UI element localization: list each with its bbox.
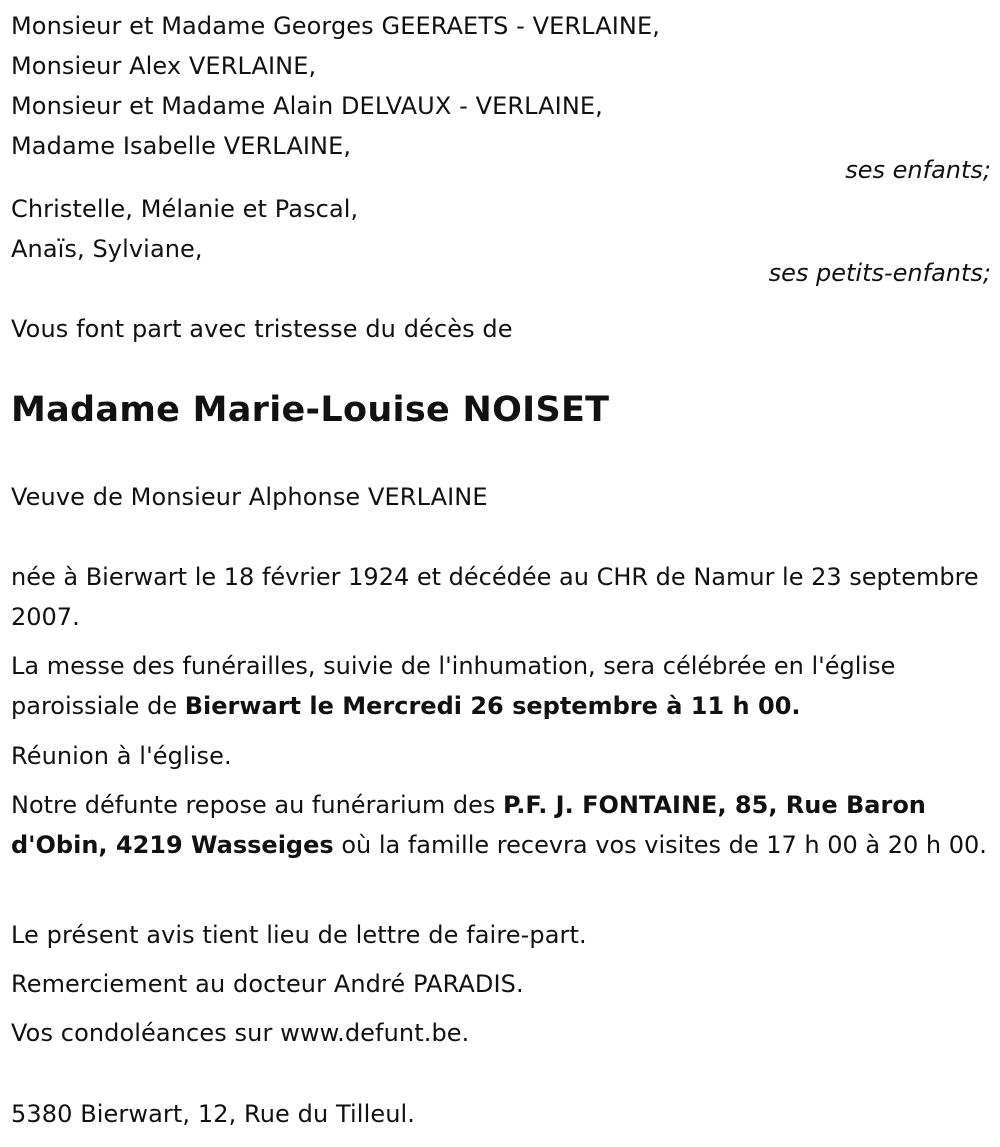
rest-text-before: Notre défunte repose au funérarium des <box>11 791 504 819</box>
grandchild-line-1: Christelle, Mélanie et Pascal, <box>11 195 359 223</box>
condolences-text: Vos condoléances sur www.defunt.be. <box>11 1019 470 1047</box>
child-line-1: Monsieur et Madame Georges GEERAETS - VERLAINE, <box>11 12 660 40</box>
meeting-text: Réunion à l'église. <box>11 742 232 770</box>
rest-text-after: où la famille recevra vos visites de 17 h 00 à 20 h 00. <box>333 831 987 859</box>
funeral-date-bold: Bierwart le Mercredi 26 septembre à 11 h 00. <box>184 692 801 720</box>
funeral-home-bold: P.F. J. FONTAINE, 85, Rue Baron d'Obin, 4219 Wasseiges <box>11 791 926 859</box>
notice-text: Le présent avis tient lieu de lettre de faire-part. <box>11 921 587 949</box>
widow-of-text: Veuve de Monsieur Alphonse VERLAINE <box>11 483 488 511</box>
grandchild-line-2: Anaïs, Sylviane, <box>11 235 203 263</box>
child-line-2: Monsieur Alex VERLAINE, <box>11 52 317 80</box>
obituary-notice <box>11 0 991 1147</box>
child-line-3: Monsieur et Madame Alain DELVAUX - VERLAINE, <box>11 92 603 120</box>
announcement-text: Vous font part avec tristesse du décès de <box>11 315 513 343</box>
grandchildren-label: ses petits-enfants; <box>768 259 991 287</box>
child-line-4: Madame Isabelle VERLAINE, <box>11 132 352 160</box>
funeral-paragraph <box>11 646 991 726</box>
children-label: ses enfants; <box>845 156 991 184</box>
address-text: 5380 Bierwart, 12, Rue du Tilleul. <box>11 1100 416 1128</box>
funeral-text: La messe des funérailles, suivie de l'inhumation, sera célébrée en l'église paroissiale de <box>11 652 896 720</box>
deceased-name: Madame Marie-Louise NOISET <box>11 390 610 430</box>
rest-paragraph <box>11 785 991 865</box>
birth-death-paragraph: née à Bierwart le 18 février 1924 et décédée au CHR de Namur le 23 septembre 2007. <box>11 563 979 631</box>
thanks-text: Remerciement au docteur André PARADIS. <box>11 970 524 998</box>
